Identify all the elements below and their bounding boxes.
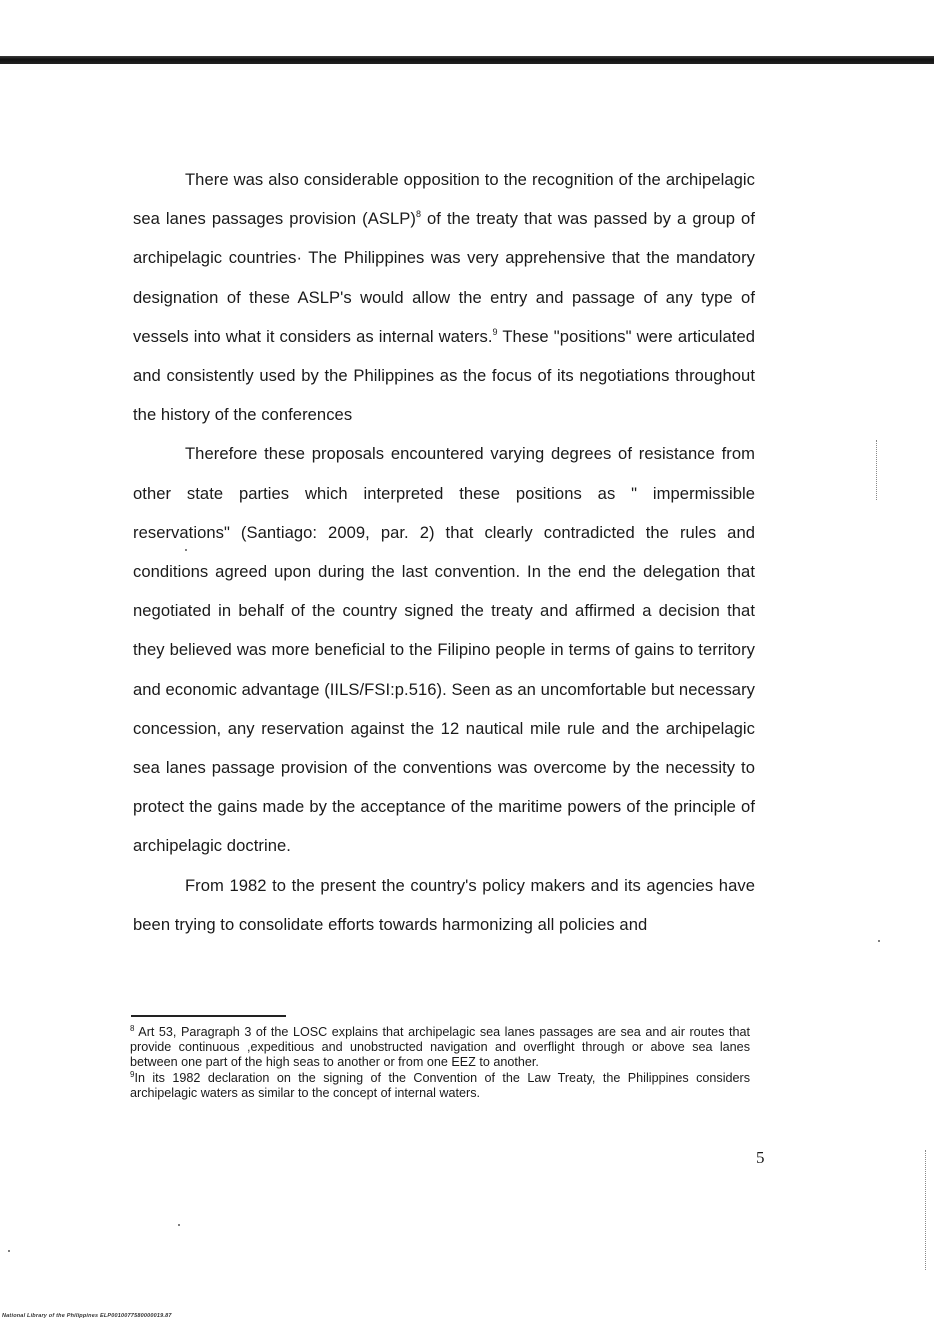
footnote-ref-8: 8 bbox=[415, 209, 422, 220]
footnote-ref-9: 9 bbox=[492, 326, 498, 337]
body-text bbox=[133, 160, 755, 944]
paragraph-3: From 1982 to the present the country's policy makers and its agencies have been trying to consolidate efforts towards harmonizing all policies and bbox=[133, 875, 755, 934]
scan-top-border bbox=[0, 56, 934, 64]
paragraph-1: There was also considerable opposition to the recognition of the archipelagic sea lanes passages provision (ASLP)$^8$ of the treaty that was passed by a group of archipelagic countries· The Philippines was very apprehensive that the mandatory designation of these ASLP's would allow the entry and passage of any type of vessels into what it considers as internal waters.$^9$ These "positions" were articulated and consistently used by the Philippines as the focus of its negotiations throughout the history of the conferences bbox=[133, 170, 755, 425]
scan-speck bbox=[8, 1250, 10, 1252]
footnote-9: $^9$In its 1982 declaration on the signing of the Convention of the Law Treaty, the Philippines considers archipelagic waters as similar to the concept of internal waters. bbox=[130, 1069, 750, 1100]
paragraph-2: Therefore these proposals encountered varying degrees of resistance from other state parties which interpreted these positions as " impermissible reservations" (Santiago: 2009, par. 2) that clearly contradicted the rules and conditions agreed upon during the last convention. In the end the delegation that negotiated in behalf of the country signed the treaty and affirmed a decision that they believed was more beneficial to the Filipino people in terms of gains to territory and economic advantage (IILS/FSI:p.516). Seen as an uncomfortable but necessary concession, any reservation against the 12 nautical mile rule and the archipelagic sea lanes passage provision of the conventions was overcome by the necessity to protect the gains made by the acceptance of the maritime powers of the principle of archipelagic doctrine. bbox=[133, 444, 755, 856]
footnotes bbox=[130, 1025, 750, 1101]
scan-speck bbox=[185, 549, 187, 551]
page-number: 5 bbox=[756, 1148, 765, 1167]
scan-edge-noise bbox=[925, 1150, 927, 1270]
scan-speck bbox=[878, 940, 880, 942]
scan-speck bbox=[178, 1224, 180, 1226]
footnote-8: $^8$ Art 53, Paragraph 3 of the LOSC explains that archipelagic sea lanes passages are sea and air routes that provide continuous ,expeditious and unobstructed navigation and overflight through or above sea lanes between one part of the high seas to another or from one EEZ to another. bbox=[130, 1024, 750, 1070]
footnote-separator bbox=[131, 1015, 286, 1017]
library-stamp: National Library of the Philippines ELP0010077580000019.87 bbox=[2, 1313, 172, 1319]
scan-edge-noise bbox=[876, 440, 878, 500]
